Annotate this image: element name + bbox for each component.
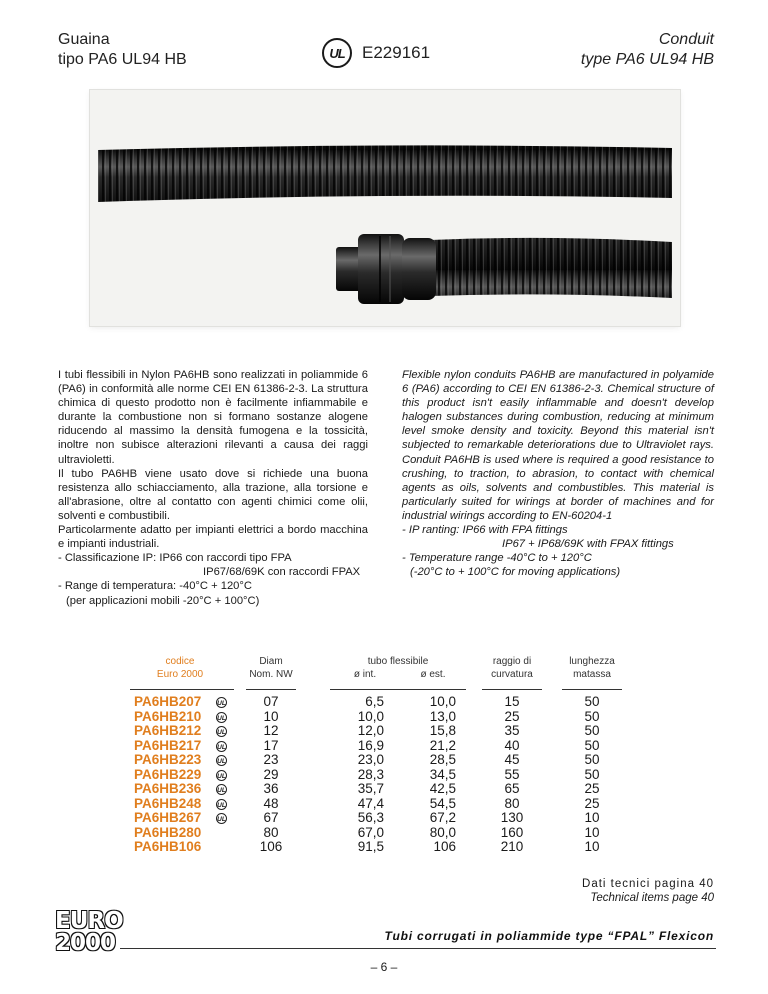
ip-rating-line: - IP ranting: IP66 with FPA fittings <box>402 524 568 537</box>
nominal-diameter-cell: 12 <box>263 723 279 738</box>
inner-diameter-cell: 6,5 <box>365 694 384 709</box>
ul-recognized-icon: UL <box>216 813 227 824</box>
outer-diameter-cell: 54,5 <box>429 795 456 811</box>
bend-radius-cell: 35 <box>504 723 520 738</box>
paragraph: Il tubo PA6HB viene usato dove si richiede una buona resistenza allo schiacciamento, alla trazione, alla torsione e all'abrasione, oltre al contatto con agenti chimici come olii, solventi e combustibili. <box>58 467 368 522</box>
euro2000-logo <box>55 908 123 960</box>
header-code-line2: Euro 2000 <box>156 669 204 680</box>
bend-radius-cell: 160 <box>500 824 524 840</box>
product-line-tagline: Tubi corrugati in poliammide type “FPAL” Flexicon <box>384 929 714 943</box>
table-row <box>130 826 642 841</box>
header-nw-line1: Diam <box>259 656 283 667</box>
coil-length-cell: 50 <box>584 766 600 782</box>
description-italian <box>58 368 368 608</box>
ip-rating-line: - Classificazione IP: IP66 con raccordi tipo FPA <box>58 552 292 565</box>
bend-radius-cell: 65 <box>504 781 520 796</box>
ul-listed-icon: UL <box>322 38 352 68</box>
header-length-line1: lunghezza <box>569 656 615 667</box>
header-inner-diameter: ø int. <box>353 669 377 680</box>
coil-length-cell: 50 <box>584 723 600 738</box>
bend-radius-cell: 40 <box>504 737 520 753</box>
outer-diameter-cell: 80,0 <box>429 824 456 840</box>
table-row <box>130 840 642 855</box>
outer-diameter-cell: 21,2 <box>429 737 456 753</box>
ul-recognized-icon: UL <box>216 770 227 781</box>
product-code-cell: PA6HB217 <box>134 737 202 753</box>
inner-diameter-cell: 23,0 <box>357 752 384 767</box>
nominal-diameter-cell: 106 <box>259 839 283 854</box>
temperature-line: (-20°C to + 100°C for moving applications) <box>410 566 621 579</box>
inner-diameter-cell: 12,0 <box>357 723 384 738</box>
paragraph: I tubi flessibili in Nylon PA6HB sono realizzati in poliammide 6 (PA6) in conformità alle norme CEI EN 61386-2-3. La struttura chimica di questo prodotto non è facilmente infiammabile e durante la combustione non si formano sostanze alogene riducendo al massimo la densità fumogena e la tossicità, inoltre non subisce alterazioni rilevanti a causa dei raggi ultravioletti. <box>58 369 368 466</box>
header-rule <box>330 689 466 690</box>
nominal-diameter-cell: 67 <box>263 810 279 825</box>
table-row <box>130 739 642 754</box>
coil-length-cell: 10 <box>584 839 600 854</box>
title-english-line2: type PA6 UL94 HB <box>580 51 714 68</box>
page-number: – 6 – <box>370 960 398 974</box>
technical-reference-english: Technical items page 40 <box>590 892 714 904</box>
outer-diameter-cell: 10,0 <box>429 694 456 709</box>
product-code-cell: PA6HB236 <box>134 781 202 796</box>
ip-rating-line: IP67/68/69K con raccordi FPAX <box>203 566 361 579</box>
logo-line2: 2000 <box>55 930 116 956</box>
table-row <box>130 710 642 725</box>
header-length-line2: matassa <box>573 669 611 680</box>
inner-diameter-cell: 91,5 <box>357 839 384 854</box>
table-header <box>130 653 642 687</box>
header-radius-line2: curvatura <box>491 669 533 680</box>
coil-length-cell: 25 <box>584 795 600 811</box>
table-row <box>130 753 642 768</box>
certification <box>322 38 430 68</box>
bend-radius-cell: 25 <box>504 708 520 724</box>
nominal-diameter-cell: 17 <box>263 737 279 753</box>
coil-length-cell: 50 <box>584 737 600 753</box>
title-english-line1: Conduit <box>658 31 714 48</box>
coil-length-cell: 50 <box>584 694 600 709</box>
header-outer-diameter: ø est. <box>420 669 446 680</box>
bend-radius-cell: 80 <box>504 795 520 811</box>
logo-line1: EURO <box>55 908 123 934</box>
technical-reference <box>582 877 714 905</box>
inner-diameter-cell: 28,3 <box>357 766 384 782</box>
technical-reference-italian: Dati tecnici pagina 40 <box>582 878 714 890</box>
table-row <box>130 811 642 826</box>
header-coil-length <box>560 655 624 681</box>
corrugated-conduit-image <box>90 90 680 326</box>
product-code-cell: PA6HB229 <box>134 766 202 782</box>
header-rule <box>246 689 296 690</box>
table-row <box>130 695 642 710</box>
product-code-cell: PA6HB212 <box>134 723 202 738</box>
ul-recognized-icon: UL <box>216 726 227 737</box>
product-code-cell: PA6HB106 <box>134 839 202 854</box>
title-italian-line1: Guaina <box>58 31 110 48</box>
paragraph: Flexible nylon conduits PA6HB are manufactured in polyamide 6 (PA6) according to CEI EN 61386-2-3. Chemical structure of this product isn't easily inflammable and doesn't develop halogen substances during combustion, reducing at minimum level smoke density and toxicity. Beyond this material isn't subjected to remarkable deteriorations due to Ultraviolet rays. Conduit PA6HB is used where is required a good resistance to crushing, to traction, to abrasion, to contact with chemical agents as oils, solvents and combustibles. This material is particularly suited for wirings at border of machines and for industrial wirings according to EN-60204-1 <box>402 369 714 522</box>
outer-diameter-cell: 67,2 <box>429 810 456 825</box>
temperature-line: - Temperature range -40°C to + 120°C <box>402 552 592 565</box>
table-row <box>130 724 642 739</box>
inner-diameter-cell: 56,3 <box>357 810 384 825</box>
outer-diameter-cell: 28,5 <box>429 752 456 767</box>
inner-diameter-cell: 10,0 <box>357 708 384 724</box>
nominal-diameter-cell: 07 <box>263 694 279 709</box>
coil-length-cell: 25 <box>584 781 600 796</box>
ul-file-number: E229161 <box>362 43 431 62</box>
ul-recognized-icon: UL <box>216 799 227 810</box>
header-nw-line2: Nom. NW <box>249 669 293 680</box>
header-code <box>130 655 230 681</box>
header-rule <box>130 689 234 690</box>
table-row <box>130 768 642 783</box>
title-italian-line2: tipo PA6 UL94 HB <box>58 51 187 68</box>
outer-diameter-cell: 15,8 <box>429 723 456 738</box>
outer-diameter-cell: 13,0 <box>429 708 456 724</box>
header-tube-group: tubo flessibile <box>367 656 429 667</box>
product-code-cell: PA6HB207 <box>134 694 202 709</box>
coil-length-cell: 50 <box>584 752 600 767</box>
inner-diameter-cell: 47,4 <box>357 795 384 811</box>
title-italian <box>58 30 187 70</box>
header-bend-radius <box>480 655 544 681</box>
coil-length-cell: 10 <box>584 824 600 840</box>
inner-diameter-cell: 35,7 <box>357 781 384 796</box>
coil-length-cell: 10 <box>584 810 600 825</box>
bend-radius-cell: 130 <box>500 810 524 825</box>
header-code-line1: codice <box>165 656 195 667</box>
header-rule <box>482 689 542 690</box>
bend-radius-cell: 45 <box>504 752 520 767</box>
description-english <box>402 368 714 579</box>
title-english <box>581 30 714 70</box>
product-code-cell: PA6HB248 <box>134 795 202 811</box>
product-code-cell: PA6HB280 <box>134 824 202 840</box>
outer-diameter-cell: 42,5 <box>429 781 456 796</box>
ul-recognized-icon: UL <box>216 755 227 766</box>
bend-radius-cell: 210 <box>500 839 524 854</box>
table-row <box>130 782 642 797</box>
ul-recognized-icon: UL <box>216 712 227 723</box>
nominal-diameter-cell: 10 <box>263 708 279 724</box>
temperature-line: - Range di temperatura: -40°C + 120°C <box>58 580 252 593</box>
header-nominal-diameter <box>244 655 298 681</box>
product-code-cell: PA6HB267 <box>134 810 202 825</box>
nominal-diameter-cell: 80 <box>263 824 279 840</box>
inner-diameter-cell: 67,0 <box>357 824 384 840</box>
bend-radius-cell: 55 <box>504 766 520 782</box>
temperature-line: (per applicazioni mobili -20°C + 100°C) <box>66 594 260 607</box>
nominal-diameter-cell: 29 <box>263 766 279 782</box>
paragraph: Particolarmente adatto per impianti elettrici a bordo macchina e impianti industriali. <box>58 524 368 551</box>
table-body <box>130 695 642 855</box>
outer-diameter-cell: 34,5 <box>429 766 456 782</box>
product-code-cell: PA6HB210 <box>134 708 202 724</box>
ip-rating-line: IP67 + IP68/69K with FPAX fittings <box>502 538 674 551</box>
product-code-cell: PA6HB223 <box>134 752 202 767</box>
table-row <box>130 797 642 812</box>
inner-diameter-cell: 16,9 <box>357 737 384 753</box>
bend-radius-cell: 15 <box>504 694 520 709</box>
ul-recognized-icon: UL <box>216 697 227 708</box>
footer-divider <box>120 948 716 949</box>
ul-recognized-icon: UL <box>216 741 227 752</box>
nominal-diameter-cell: 48 <box>263 795 279 811</box>
header-radius-line1: raggio di <box>492 656 532 667</box>
product-table <box>130 653 642 854</box>
ul-recognized-icon: UL <box>216 784 227 795</box>
nominal-diameter-cell: 23 <box>263 752 279 767</box>
product-photo <box>90 90 680 326</box>
header-rule <box>562 689 622 690</box>
nominal-diameter-cell: 36 <box>263 781 279 796</box>
coil-length-cell: 50 <box>584 708 600 724</box>
outer-diameter-cell: 106 <box>433 839 456 854</box>
